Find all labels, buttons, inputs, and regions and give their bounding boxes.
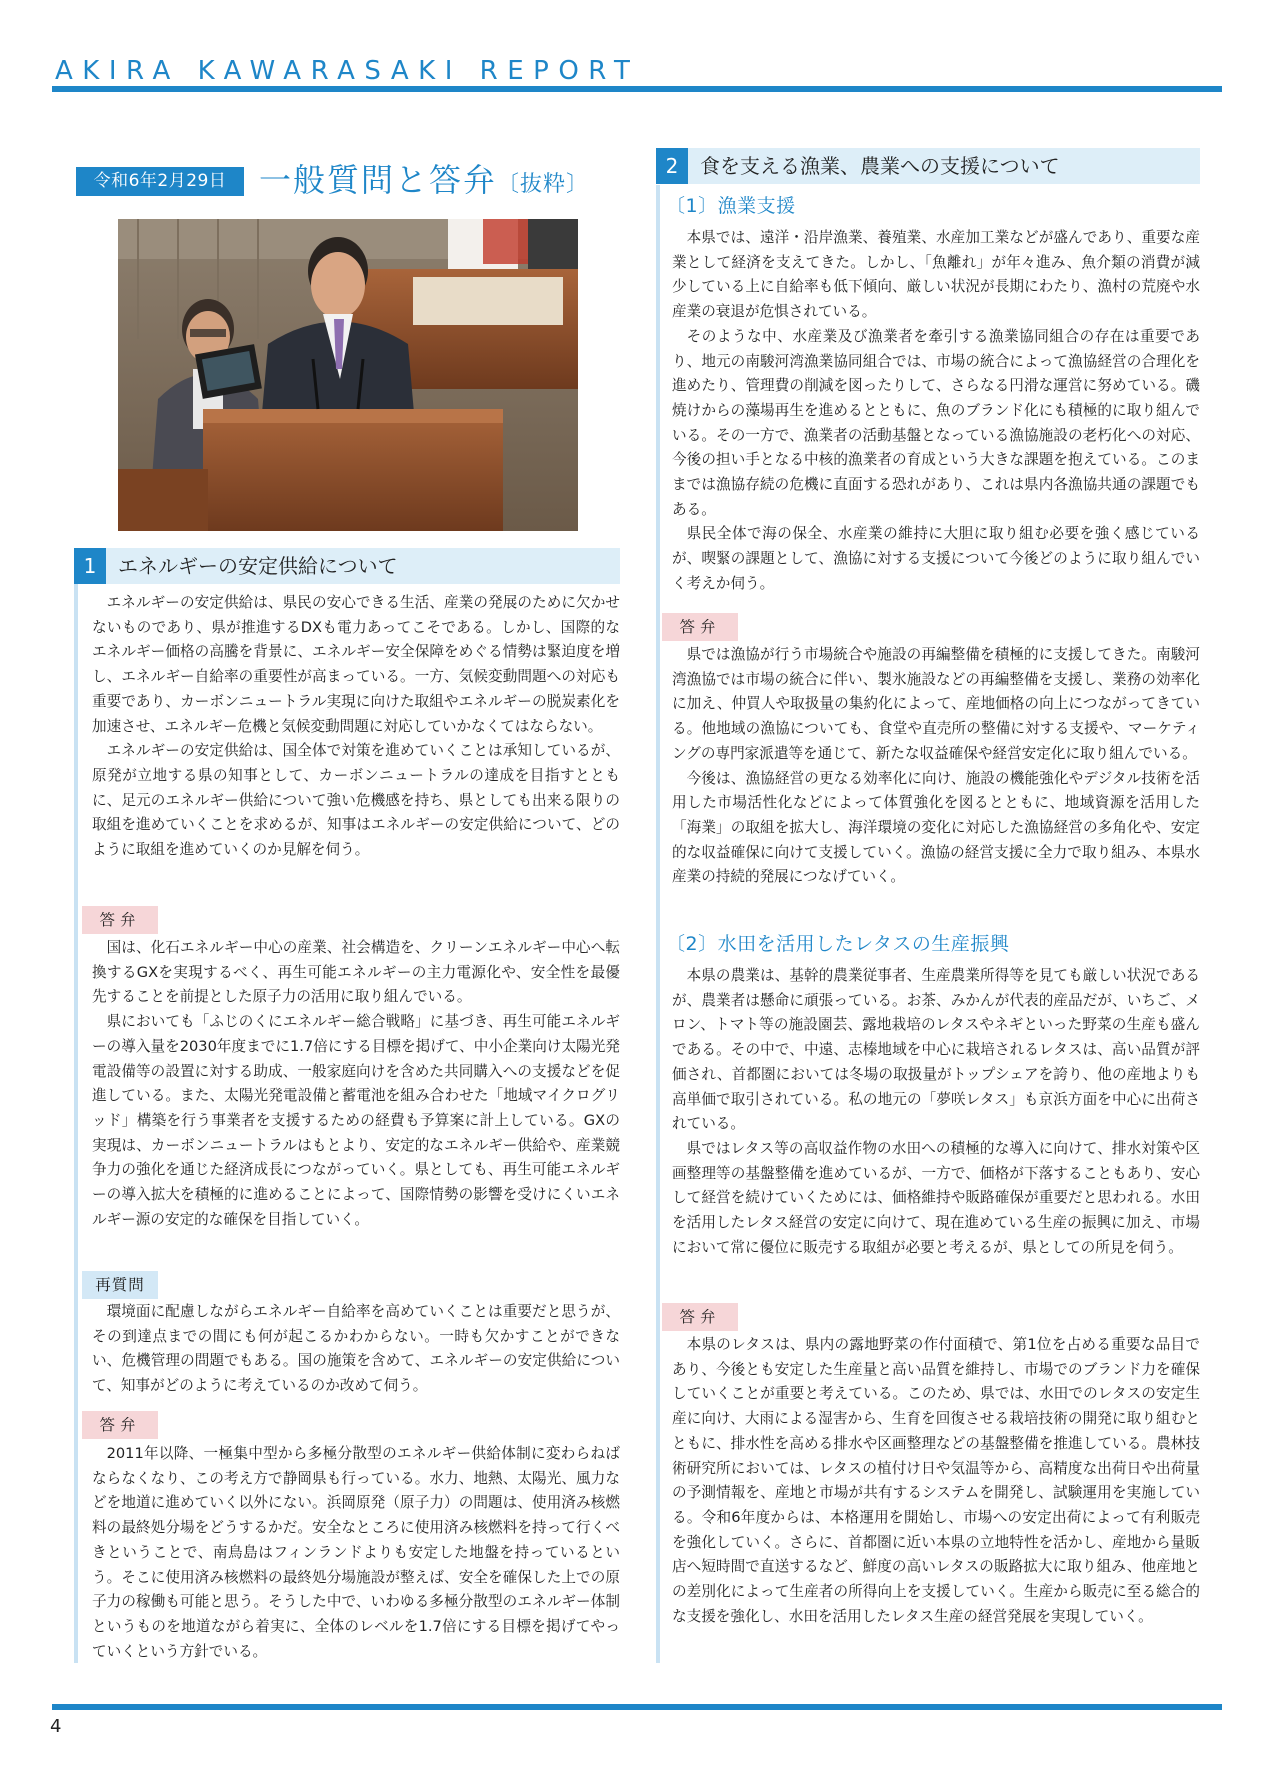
subsection-1-answer	[672, 643, 1200, 890]
section-title: 食を支える漁業、農業への支援について	[700, 154, 1060, 178]
section-1-question	[92, 591, 620, 863]
paragraph: 県ではレタス等の高収益作物の水田への積極的な導入に向けて、排水対策や区画整理等の基盤整備を進めているが、一方で、価格が下落することもあり、安心して経営を続けていくためには、価格維持や販路確保が重要だと思われる。水田を活用したレタス経営の安定に向けて、現在進めている生産の振興に加え、市場において常に優位に販売する取組が必要と考えるが、県としての所見を伺う。	[672, 1139, 1200, 1256]
paragraph: 本県では、遠洋・沿岸漁業、養殖業、水産加工業などが盛んであり、重要な産業として経済を支えてきた。しかし、「魚離れ」が年々進み、魚介類の消費が減少している上に自給率も低下傾向、厳しい状況が長期にわたり、漁村の荒廃や水産業の衰退が危惧されている。	[672, 229, 1200, 321]
right-column-bar	[656, 185, 660, 1663]
paragraph: エネルギーの安定供給は、県民の安心できる生活、産業の発展のために欠かせないものであり、県が推進するDXも電力あってこそである。しかし、国際的なエネルギー価格の高騰を背景に、エネルギー安全保障をめぐる情勢は緊迫度を増し、エネルギー自給率の重要性が高まっている。一方、気候変動問題への対応も重要であり、カーボンニュートラル実現に向けた取組やエネルギーの脱炭素化を加速させ、エネルギー危機と気候変動問題に対応していかなくてはならない。	[92, 594, 620, 735]
title-text: 一般質問と答弁	[259, 161, 498, 199]
top-rule	[52, 86, 1222, 92]
subsection-2-title: 〔2〕水田を活用したレタスの生産振興	[666, 933, 1010, 955]
bottom-rule	[52, 1704, 1222, 1710]
photo-speaker-at-podium-icon	[118, 219, 578, 531]
answer-tag: 答弁	[662, 1303, 738, 1331]
answer-tag: 答弁	[662, 613, 738, 641]
page-title	[259, 160, 589, 205]
paragraph: 環境面に配慮しながらエネルギー自給率を高めていくことは重要だと思うが、その到達点までの間にも何が起こるかわからない。一時も欠かすことができない、危機管理の問題でもある。国の施策を含めて、エネルギーの安定供給について、知事がどのように考えているのか改めて伺う。	[92, 1303, 620, 1395]
section-1-answer	[92, 936, 620, 1232]
paragraph: 2011年以降、一極集中型から多極分散型のエネルギー供給体制に変わらねばならなくなり、この考え方で静岡県も行っている。水力、地熱、太陽光、風力などを地道に進めていく以外にない。浜岡原発（原子力）の問題は、使用済み核燃料の最終処分場をどうするかだ。安全なところに使用済み核燃料を持って行くべきということで、南鳥島はフィンランドよりも安定した地盤を持っているという。そこに使用済み核燃料の最終処分場施設が整えば、安全を確保した上での原子力の稼働も可能と思う。そうした中で、いわゆる多極分散型のエネルギー体制というものを地道ながら着実に、全体のレベルを1.7倍にする目標を掲げてやっていくという方針でいる。	[92, 1445, 620, 1660]
requestion-tag: 再質問	[82, 1271, 158, 1299]
answer-tag: 答弁	[82, 906, 158, 934]
left-column-bar	[74, 583, 78, 1663]
answer-tag: 答弁	[82, 1411, 158, 1439]
subsection-1-title: 〔1〕漁業支援	[666, 195, 796, 217]
section-1-answer-2	[92, 1442, 620, 1664]
paragraph: 県においても「ふじのくにエネルギー総合戦略」に基づき、再生可能エネルギーの導入量を2030年度までに1.7倍にする目標を掲げて、中小企業向け太陽光発電設備等の設置に対する助成、一般家庭向けを含めた共同購入への支援などを促進している。また、太陽光発電設備と蓄電池を組み合わせた「地域マイクログリッド」構築を行う事業者を支援するための経費も予算案に計上している。GXの実現は、カーボンニュートラルはもとより、安定的なエネルギー供給や、産業競争力の強化を通じた経済成長につながっていく。県としても、再生可能エネルギーの導入拡大を積極的に進めることによって、国際情勢の影響を受けにくいエネルギー源の安定的な確保を目指していく。	[92, 1013, 620, 1228]
subsection-2-question	[672, 964, 1200, 1260]
paragraph: 県では漁協が行う市場統合や施設の再編整備を積極的に支援してきた。南駿河湾漁協では市場の統合に伴い、製氷施設などの再編整備を支援し、業務の効率化に加え、仲買人や取扱量の集約化によって、産地価格の向上につながってきている。他地域の漁協についても、食堂や直売所の整備に対する支援や、マーケティングの専門家派遣等を通じて、新たな収益確保や経営安定化に取り組んでいる。	[672, 646, 1200, 762]
paragraph: 本県の農業は、基幹的農業従事者、生産農業所得等を見ても厳しい状況であるが、農業者は懸命に頑張っている。お茶、みかんが代表的産品だが、いちご、メロン、トマト等の施設園芸、露地栽培のレタスやネギといった野菜の生産も盛んである。その中で、中遠、志榛地域を中心に栽培されるレタスは、高い品質が評価され、首都圏においては冬場の取扱量がトップシェアを誇り、他の産地よりも高単価で取引されている。私の地元の「夢咲レタス」も京浜方面を中心に出荷されている。	[672, 967, 1200, 1133]
paragraph: エネルギーの安定供給は、国全体で対策を進めていくことは承知しているが、原発が立地する県の知事として、カーボンニュートラルの達成を目指すとともに、足元のエネルギー供給について強い危機感を持ち、県としても出来る限りの取組を進めていくことを求めるが、知事はエネルギーの安定供給について、どのように取組を進めていくのか見解を伺う。	[92, 742, 620, 859]
masthead: AKIRA KAWARASAKI REPORT	[55, 56, 640, 86]
paragraph: そのような中、水産業及び漁業者を牽引する漁業協同組合の存在は重要であり、地元の南駿河湾漁業協同組合では、市場の統合によって漁協経営の合理化を進めたり、管理費の削減を図ったりして、さらなる円滑な運営に努めている。磯焼けからの藻場再生を進めるとともに、魚のブランド化にも積極的に取り組んでいる。その一方で、漁業者の活動基盤となっている漁協施設の老朽化への対応、今後の担い手となる中核的漁業者の育成という大きな課題を抱えている。このままでは漁協存続の危機に直面する恐れがあり、これは県内各漁協共通の課題でもある。	[672, 327, 1200, 518]
photo-illustration	[118, 219, 578, 531]
section-2-header	[656, 148, 1200, 184]
subsection-2-answer	[672, 1333, 1200, 1629]
date-badge: 令和6年2月29日	[76, 167, 244, 196]
section-number: 1	[74, 548, 106, 584]
page-number: 4	[50, 1716, 62, 1737]
section-1-requestion	[92, 1300, 620, 1399]
title-sub: 〔抜粋〕	[497, 172, 590, 197]
paragraph: 今後は、漁協経営の更なる効率化に向け、施設の機能強化やデジタル技術を活用した市場活性化などによって体質強化を図るとともに、地域資源を活用した「海業」の取組を拡大し、海洋環境の変化に対応した漁協経営の多角化や、安定的な収益確保に向けて支援していく。漁協の経営支援に全力で取り組み、本県水産業の持続的発展につなげていく。	[672, 769, 1200, 886]
paragraph: 国は、化石エネルギー中心の産業、社会構造を、クリーンエネルギー中心へ転換するGXを実現するべく、再生可能エネルギーの主力電源化や、安全性を最優先することを前提とした原子力の活用に取り組んでいる。	[92, 939, 620, 1006]
subsection-1-question	[672, 226, 1200, 597]
paragraph: 本県のレタスは、県内の露地野菜の作付面積で、第1位を占める重要な品目であり、今後とも安定した生産量と高い品質を維持し、市場でのブランド力を確保していくことが重要と考えている。このため、県では、水田でのレタスの安定生産に向け、大雨による湿害から、生育を回復させる栽培技術の開発に取り組むとともに、排水性を高める排水や区画整理などの基盤整備を推進している。農林技術研究所においては、レタスの植付け日や気温等から、高精度な出荷日や出荷量の予測情報を、産地と市場が共有するシステムを開発し、試験運用を実施している。令和6年度からは、本格運用を開始し、市場への安定出荷によって有利販売を強化していく。さらに、首都圏に近い本県の立地特性を活かし、産地から量販店へ短時間で直送するなど、鮮度の高いレタスの販路拡大に取り組み、他産地との差別化によって生産者の所得向上を支援していく。生産から販売に至る総合的な支援を強化し、水田を活用したレタス生産の経営発展を実現していく。	[672, 1336, 1200, 1625]
section-1-header	[74, 548, 620, 584]
section-number: 2	[656, 148, 688, 184]
section-title: エネルギーの安定供給について	[118, 554, 398, 578]
paragraph: 県民全体で海の保全、水産業の維持に大胆に取り組む必要を強く感じているが、喫緊の課題として、漁協に対する支援について今後どのように取り組んでいく考えか伺う。	[672, 525, 1200, 592]
